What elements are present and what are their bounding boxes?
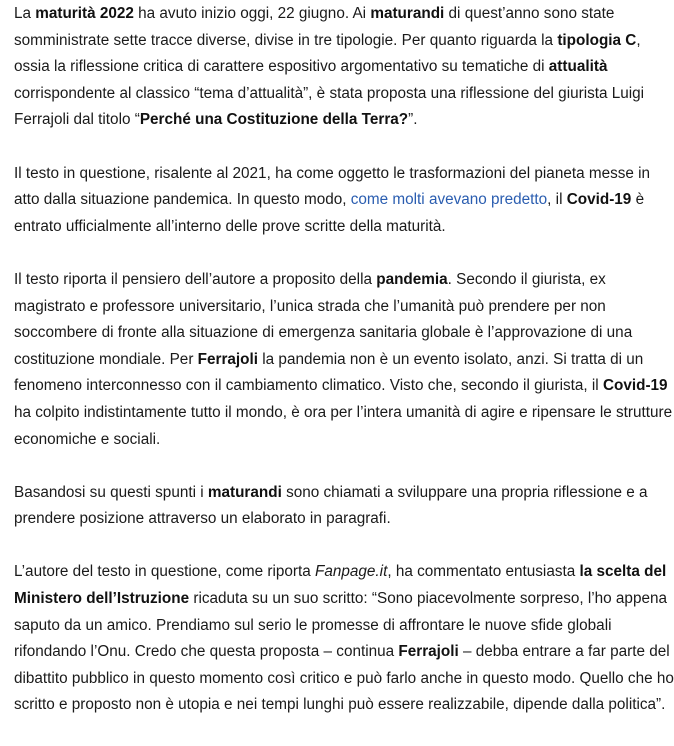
text-run: fenomeno interconnesso con il cambiamento climatico. Visto che, secondo il giurista, il — [14, 377, 603, 395]
text-run: ricaduta su un suo scritto: “Sono piacevolmente sorpreso, l’ho appena — [189, 590, 667, 608]
bold-text: maturità 2022 — [35, 5, 134, 22]
text-run: La — [14, 5, 36, 22]
article-body — [14, 0, 674, 746]
paragraph-2 — [14, 161, 659, 241]
bold-text: maturandi — [370, 5, 445, 22]
bold-text: Covid-19 — [566, 191, 632, 209]
text-line — [14, 400, 673, 427]
bold-text: Covid-19 — [602, 377, 668, 395]
bold-text: Ministero dell’Istruzione — [14, 590, 190, 608]
text-line — [14, 692, 666, 719]
text-line — [14, 639, 670, 666]
paragraph-1 — [14, 1, 659, 134]
text-line — [14, 107, 659, 134]
text-line — [14, 506, 659, 533]
bold-text: attualità — [548, 58, 608, 76]
text-run: entrato ufficialmente all’interno delle prove scritte della maturità. — [14, 217, 446, 235]
text-run: magistrato e professore universitario, l’unica strada che l’umanità può prendere per non — [14, 297, 606, 315]
text-run: ossia la riflessione critica di carattere espositivo argomentativo su tematiche di — [14, 58, 549, 76]
text-run: Ferrajoli dal titolo “ — [14, 111, 140, 129]
text-line — [14, 347, 659, 374]
text-run: – debba entrare a far parte del — [458, 643, 670, 661]
text-run: economiche e sociali. — [14, 430, 161, 448]
text-line — [14, 187, 659, 214]
text-line — [14, 28, 659, 55]
paragraph-3 — [14, 267, 673, 453]
article-link[interactable]: come molti avevano predetto — [350, 191, 548, 209]
bold-text: Perché una Costituzione della Terra? — [139, 111, 409, 129]
text-line — [14, 613, 659, 640]
text-run: sono chiamati a sviluppare una propria riflessione e a — [281, 483, 648, 501]
paragraph-5 — [14, 559, 674, 719]
bold-text: maturandi — [207, 483, 282, 501]
text-run: L’autore del testo in questione, come riporta — [14, 563, 316, 581]
bold-text: tipologia C — [557, 31, 637, 49]
text-run: prendere posizione attraverso un elaborato in paragrafi. — [14, 510, 391, 528]
text-run: , ha commentato entusiasta — [387, 563, 580, 581]
text-line — [14, 666, 674, 693]
text-run: corrispondente al classico “tema d’attualità”, è stata proposta una riflessione del giurista Luigi — [14, 84, 645, 102]
text-line — [14, 161, 659, 188]
text-run: scritto e proposto non è utopia e nei tempi lunghi può essere realizzabile, dipende dalla politica”. — [14, 696, 666, 714]
text-run: ha colpito indistintamente tutto il mondo, è ora per l’intera umanità di agire e ripensare le strutture — [14, 403, 673, 421]
text-run: è — [631, 191, 645, 209]
text-run: , — [636, 31, 641, 49]
text-line — [14, 294, 659, 321]
paragraph-4 — [14, 480, 659, 533]
text-line — [14, 320, 659, 347]
text-line — [14, 586, 667, 613]
text-run: la pandemia non è un evento isolato, anzi. Si tratta di un — [258, 350, 644, 368]
text-run: Basandosi su questi spunti i — [14, 483, 208, 501]
text-run: saputo da un amico. Prendiamo sul serio le promesse di affrontare le nuove sfide globali — [14, 616, 612, 634]
text-run: rifondando l’Onu. Credo che questa proposta – continua — [14, 643, 399, 661]
text-line — [14, 373, 668, 400]
text-run: ”. — [408, 111, 418, 129]
text-run: . Secondo il giurista, ex — [447, 270, 606, 288]
text-line — [14, 559, 667, 586]
bold-text: pandemia — [376, 270, 448, 288]
bold-text: Ferrajoli — [398, 643, 459, 661]
text-run: Il testo riporta il pensiero dell’autore a proposito della — [14, 270, 377, 288]
text-run: Il testo in questione, risalente al 2021, ha come oggetto le trasformazioni del pianeta messe in — [14, 164, 651, 182]
text-run: soccombere di fronte alla situazione di emergenza sanitaria globale è l’approvazione di una — [14, 324, 633, 342]
text-run: dibattito pubblico in questo momento così critico e può farlo anche in questo modo. Quello che ho — [14, 669, 674, 687]
text-line — [14, 1, 659, 28]
bold-text: Ferrajoli — [197, 350, 259, 368]
bold-text: la scelta del — [579, 563, 667, 581]
text-run: , il — [547, 191, 567, 209]
text-run: ha avuto inizio oggi, 22 giugno. Ai — [133, 5, 371, 22]
text-line — [14, 267, 659, 294]
text-line — [14, 427, 659, 454]
text-line — [14, 81, 659, 108]
italic-source-name: Fanpage.it — [315, 563, 388, 581]
text-run: costituzione mondiale. Per — [14, 350, 198, 368]
text-run: somministrate sette tracce diverse, divise in tre tipologie. Per quanto riguarda la — [14, 31, 558, 49]
text-line — [14, 480, 659, 507]
text-line — [14, 54, 659, 81]
text-line — [14, 214, 659, 241]
text-run: atto dalla situazione pandemica. In questo modo, — [14, 191, 351, 209]
text-run: di quest’anno sono state — [444, 5, 615, 22]
